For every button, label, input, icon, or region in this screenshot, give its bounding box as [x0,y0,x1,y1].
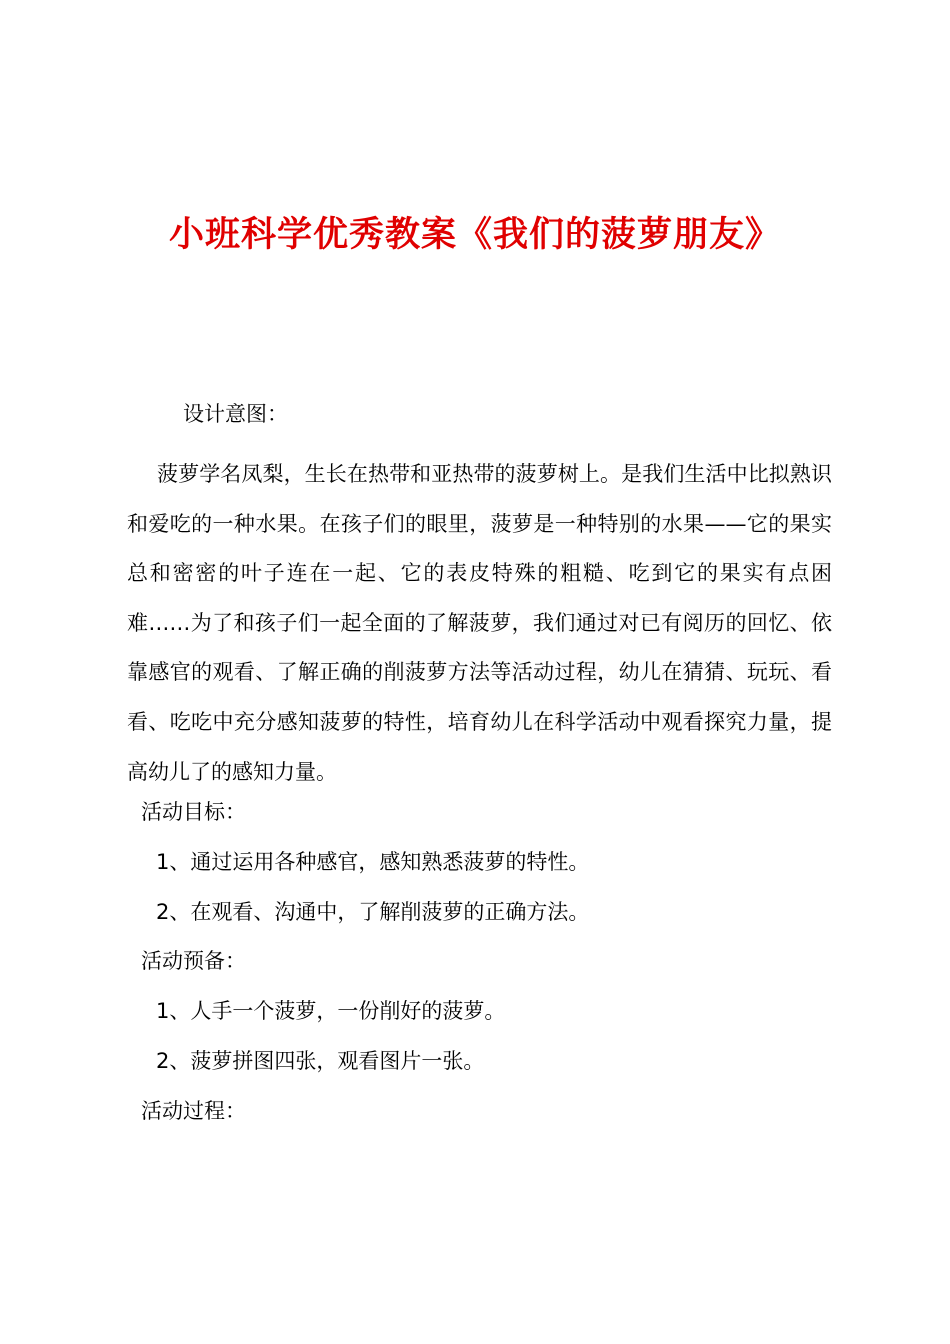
design-intent-heading: 设计意图： [183,402,288,426]
document-title: 小班科学优秀教案《我们的菠萝朋友》 [168,214,781,255]
goals-heading: 活动目标： [141,800,246,824]
prep-heading: 活动预备： [141,949,246,973]
prep-item: 1、人手一个菠萝，一份削好的菠萝。 [156,999,506,1023]
goal-item: 1、通过运用各种感官，感知熟悉菠萝的特性。 [156,850,590,874]
design-intent-paragraph: 菠萝学名凤梨，生长在热带和亚热带的菠萝树上。是我们生活中比拟熟识和爱吃的一种水果。在孩子们的眼里，菠萝是一种特别的水果——它的果实总和密密的叶子连在一起、它的表皮特殊的粗糙、吃到它的果实有点困难……为了和孩子们一起全面的了解菠萝，我们通过对已有阅历的回忆、依靠感官的观看、了解正确的削菠萝方法等活动过程，幼儿在猜猜、玩玩、看看、吃吃中充分感知菠萝的特性，培育幼儿在科学活动中观看探究力量，提高幼儿了的感知力量。 [127,462,832,784]
goal-item: 2、在观看、沟通中，了解削菠萝的正确方法。 [156,900,590,924]
process-heading: 活动过程： [141,1099,246,1123]
prep-item: 2、菠萝拼图四张，观看图片一张。 [156,1049,485,1073]
